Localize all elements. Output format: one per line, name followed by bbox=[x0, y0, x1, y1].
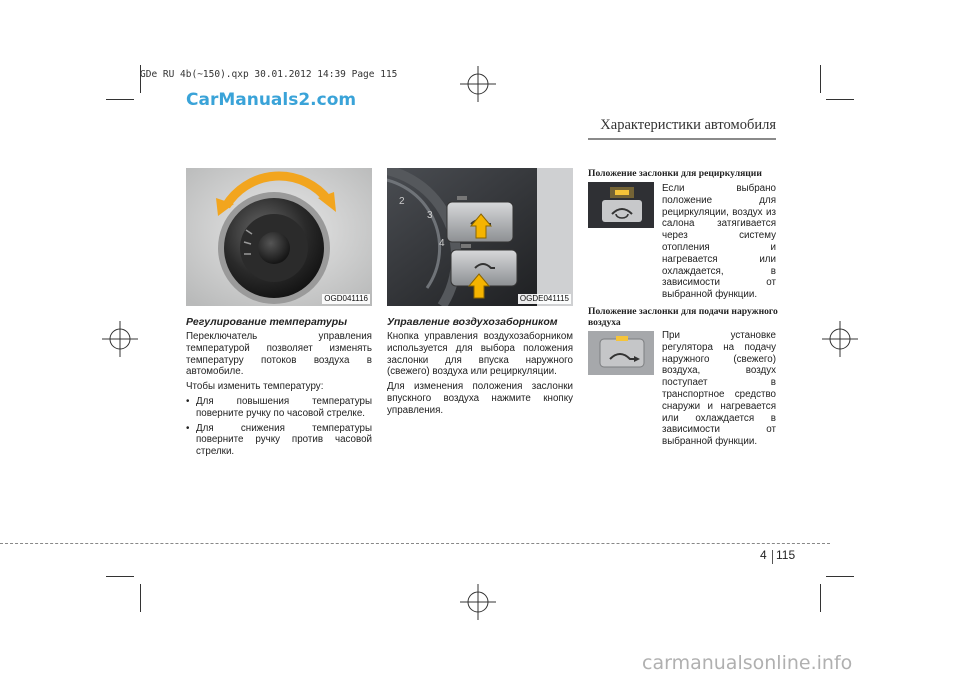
paragraph: Переключатель управления температурой позволяет изменять температуру потоков воздуха в автомобиле. bbox=[186, 331, 372, 378]
print-slug: GDe RU 4b(~150).qxp 30.01.2012 14:39 Page 115 bbox=[140, 69, 398, 80]
crop-mark bbox=[106, 576, 134, 577]
section-heading: Регулирование температуры bbox=[186, 316, 348, 328]
registration-mark-icon bbox=[820, 319, 860, 359]
panel-number: 3 bbox=[427, 210, 433, 221]
list-item-text: Для снижения температуры поверните ручку против часовой стрелки. bbox=[196, 422, 372, 458]
body-text: При установке регулятора на подачу наружного (свежего) воздуха, воздух поступает в транспортное средство снаружи и нагревается или охлаждается в зависимости от выбранной функции. bbox=[662, 330, 776, 448]
crop-mark bbox=[820, 65, 821, 93]
recirculation-indicator-image bbox=[588, 182, 654, 228]
body-text bbox=[186, 331, 372, 458]
watermark-link[interactable]: CarManuals2.com bbox=[186, 90, 357, 110]
registration-mark-icon bbox=[458, 64, 498, 104]
body-text bbox=[387, 331, 573, 417]
crop-mark bbox=[106, 99, 134, 100]
intake-panel-icon bbox=[387, 168, 573, 306]
footer-rule bbox=[0, 543, 830, 544]
panel-number: 2 bbox=[399, 196, 405, 207]
page-number-divider bbox=[772, 550, 773, 564]
list-item bbox=[186, 423, 372, 458]
header-rule bbox=[588, 138, 776, 140]
crop-mark bbox=[826, 576, 854, 577]
panel-number: 4 bbox=[439, 238, 445, 249]
middle-column-text bbox=[387, 316, 573, 420]
chapter-number: 4 bbox=[760, 548, 767, 562]
recirculation-icon bbox=[588, 182, 654, 228]
left-column-text bbox=[186, 316, 372, 461]
registration-mark-icon bbox=[100, 319, 140, 359]
watermark-link[interactable]: carmanualsonline.info bbox=[642, 652, 853, 674]
running-header: Характеристики автомобиля bbox=[600, 117, 776, 133]
temperature-knob-icon bbox=[186, 168, 372, 306]
section-heading: Положение заслонки для рециркуляции bbox=[588, 168, 762, 179]
bullet-icon: • bbox=[186, 422, 190, 434]
list-item-text: Для повышения температуры поверните ручку по часовой стрелке. bbox=[196, 395, 372, 419]
page-number: 115 bbox=[776, 548, 796, 562]
list-item bbox=[186, 396, 372, 420]
section-heading: Управление воздухозаборником bbox=[387, 316, 558, 328]
section-heading: Положение заслонки для подачи наружного воздуха bbox=[588, 306, 778, 328]
figure-caption: OGD041116 bbox=[324, 294, 368, 303]
paragraph: Для изменения положения заслонки впускного воздуха нажмите кнопку управления. bbox=[387, 381, 573, 416]
crop-mark bbox=[826, 99, 854, 100]
body-text: Если выбрано положение для рециркуляции, воздух из салона затягивается через систему отопления и нагревается или охлаждается, в зависимости от выбранной функции. bbox=[662, 183, 776, 301]
crop-mark bbox=[140, 584, 141, 612]
paragraph: Кнопка управления воздухозаборником используется для выбора положения заслонки для впуска наружного (свежего) воздуха или рециркуляции. bbox=[387, 331, 573, 378]
fresh-air-indicator-image bbox=[588, 331, 654, 375]
registration-mark-icon bbox=[458, 582, 498, 622]
fresh-air-icon bbox=[588, 331, 654, 375]
figure-caption: OGDE041115 bbox=[519, 294, 569, 303]
intake-control-image bbox=[387, 168, 573, 306]
bullet-icon: • bbox=[186, 395, 190, 407]
temperature-knob-image bbox=[186, 168, 372, 306]
paragraph: Чтобы изменить температуру: bbox=[186, 381, 324, 393]
crop-mark bbox=[820, 584, 821, 612]
